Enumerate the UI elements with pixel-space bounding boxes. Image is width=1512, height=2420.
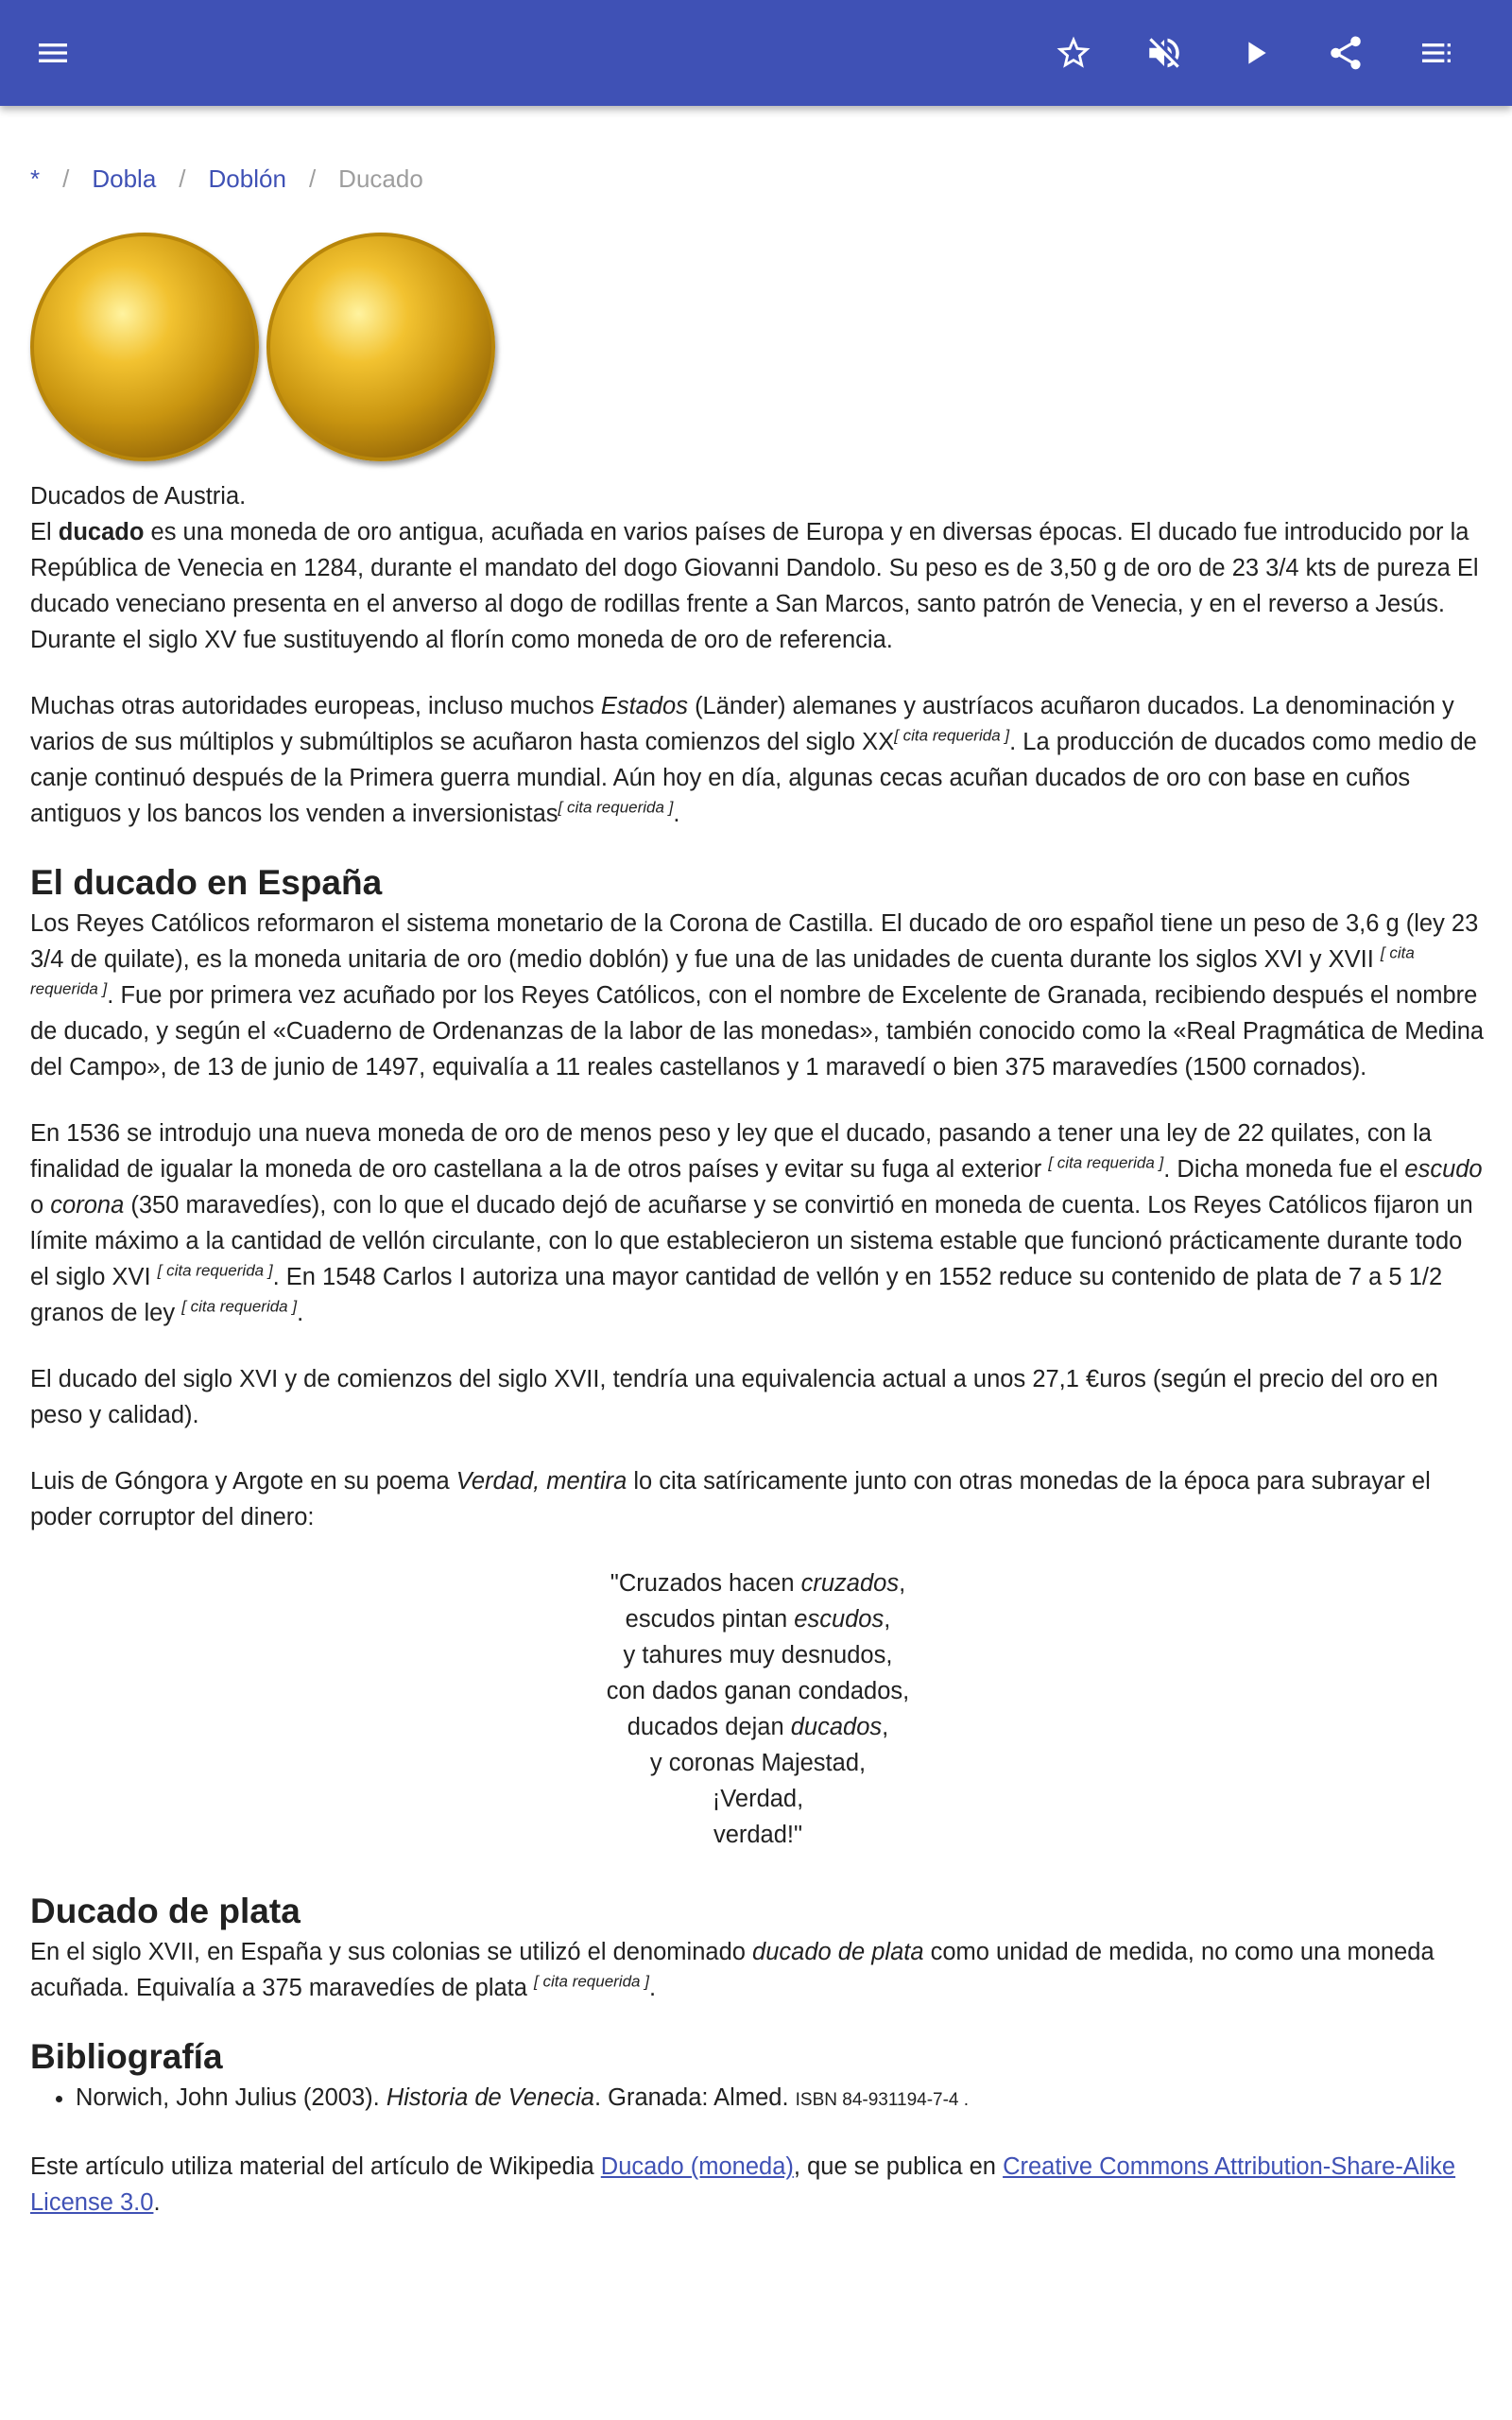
wikipedia-article-link[interactable]: Ducado (moneda): [600, 2153, 794, 2180]
poem-quote: "Cruzados hacen cruzados, escudos pintan escudos, y tahures muy desnudos, con dados ganan condados, ducados dejan ducados, y coronas Majestad, ¡Verdad, verdad!": [606, 1570, 910, 1848]
section-heading-spain: El ducado en España: [30, 863, 383, 902]
coin-image: [30, 233, 1486, 463]
breadcrumb-separator: /: [308, 164, 317, 193]
breadcrumb-separator: /: [179, 164, 186, 193]
citation-needed: [ cita requerida ]: [30, 943, 1415, 998]
paragraph: Luis de Góngora y Argote en su poema Verdad, mentira lo cita satíricamente junto con otras monedas de la época para subrayar el poder corruptor del dinero:: [30, 1468, 1431, 1530]
coin-reverse-image: [266, 233, 495, 461]
image-caption: Ducados de Austria.: [30, 483, 247, 510]
citation-needed: [ cita requerida ]: [1048, 1153, 1164, 1172]
breadcrumb-separator: /: [62, 164, 70, 193]
app-bar: [0, 0, 1512, 106]
breadcrumb: [30, 161, 1486, 197]
paragraph: Muchas otras autoridades europeas, incluso muchos Estados (Länder) alemanes y austríacos acuñaron ducados. La denominación y varios de sus múltiplos y submúltiplos se acuñaron hasta comienzos del siglo XX[ cita requerida ]. La producción de ducados como medio de canje continuó después de la Primera guerra mundial. Aún hoy en día, algunas cecas acuñan ducados de oro con base en cuños antiguos y los bancos los venden a inversionistas[ cita requerida ].: [30, 693, 1477, 827]
citation-needed: [ cita requerida ]: [894, 726, 1010, 745]
share-icon[interactable]: [1323, 30, 1368, 76]
paragraph: En 1536 se introdujo una nueva moneda de oro de menos peso y ley que el ducado, pasando a tener una ley de 22 quilates, con la finalidad de igualar la moneda de oro castellana a la de otros países y evitar su fuga al exterior [ cita requerida ]. Dicha moneda fue el escudo o corona (350 maravedíes), con lo que el ducado dejó de acuñarse y se convirtió en moneda de cuenta. Los Reyes Católicos fijaron un límite máximo a la cantidad de vellón circulante, con lo que establecieron un sistema estable que funcionó prácticamente durante todo el siglo XVI [ cita requerida ]. En 1548 Carlos I autoriza una mayor cantidad de vellón y en 1552 reduce su contenido de plata de 7 a 5 1/2 granos de ley [ cita requerida ].: [30, 1120, 1483, 1326]
section-heading-bibliografia: Bibliografía: [30, 2037, 223, 2076]
breadcrumb-home[interactable]: *: [30, 164, 41, 193]
breadcrumb-dobla[interactable]: Dobla: [92, 164, 157, 193]
breadcrumb-current: Ducado: [338, 164, 423, 193]
citation-needed: [ cita requerida ]: [558, 798, 674, 817]
volume-off-icon[interactable]: [1142, 30, 1187, 76]
license-link[interactable]: Creative Commons Attribution-Share-Alike License 3.0: [30, 2153, 1456, 2216]
section-heading-plata: Ducado de plata: [30, 1892, 301, 1930]
star-icon[interactable]: [1051, 30, 1096, 76]
citation-needed: [ cita requerida ]: [534, 1972, 649, 1991]
citation-needed: [ cita requerida ]: [157, 1261, 273, 1280]
paragraph: En el siglo XVII, en España y sus colonias se utilizó el denominado ducado de plata como unidad de medida, no como una moneda acuñada. Equivalía a 375 maravedíes de plata [ cita requerida ].: [30, 1939, 1435, 2001]
play-icon[interactable]: [1232, 30, 1278, 76]
bibliography-list: [76, 2080, 1486, 2118]
license-footer: Este artículo utiliza material del artículo de Wikipedia Ducado (moneda), que se publica en Creative Commons Attribution-Share-Alike License 3.0.: [30, 2153, 1456, 2216]
paragraph: El ducado del siglo XVI y de comienzos del siglo XVII, tendría una equivalencia actual a unos 27,1 €uros (según el precio del oro en peso y calidad).: [30, 1366, 1438, 1428]
citation-needed: [ cita requerida ]: [181, 1297, 298, 1316]
coin-obverse-image: [30, 233, 259, 461]
menu-icon[interactable]: [30, 30, 76, 76]
breadcrumb-doblon[interactable]: Doblón: [208, 164, 286, 193]
bibliography-item: • Norwich, John Julius (2003). Historia de Venecia. Granada: Almed. ISBN 84-931194-7-4 .: [76, 2080, 1486, 2118]
paragraph: Los Reyes Católicos reformaron el sistema monetario de la Corona de Castilla. El ducado de oro español tiene un peso de 3,6 g (ley 23 3/4 de quilate), es la moneda unitaria de oro (medio doblón) y fue una de las unidades de cuenta durante los siglos XVI y XVII [ cita requerida ]. Fue por primera vez acuñado por los Reyes Católicos, con el nombre de Excelente de Granada, recibiendo después el nombre de ducado, y según el «Cuaderno de Ordenanzas de la labor de las monedas», también conocido como la «Real Pragmática de Medina del Campo», de 13 de junio de 1497, equivalía a 11 reales castellanos y 1 maravedí o bien 375 maravedíes (1500 cornados).: [30, 910, 1485, 1080]
article: [30, 161, 1486, 2251]
intro-paragraph: El ducado es una moneda de oro antigua, acuñada en varios países de Europa y en diversas épocas. El ducado fue introducido por la República de Venecia en 1284, durante el mandato del dogo Giovanni Dandolo. Su peso es de 3,50 g de oro de 23 3/4 kts de pureza El ducado veneciano presenta en el anverso al dogo de rodillas frente a San Marcos, santo patrón de Venecia, y en el reverso a Jesús. Durante el siglo XV fue sustituyendo al florín como moneda de oro de referencia.: [30, 519, 1479, 653]
playlist-icon[interactable]: [1414, 30, 1459, 76]
